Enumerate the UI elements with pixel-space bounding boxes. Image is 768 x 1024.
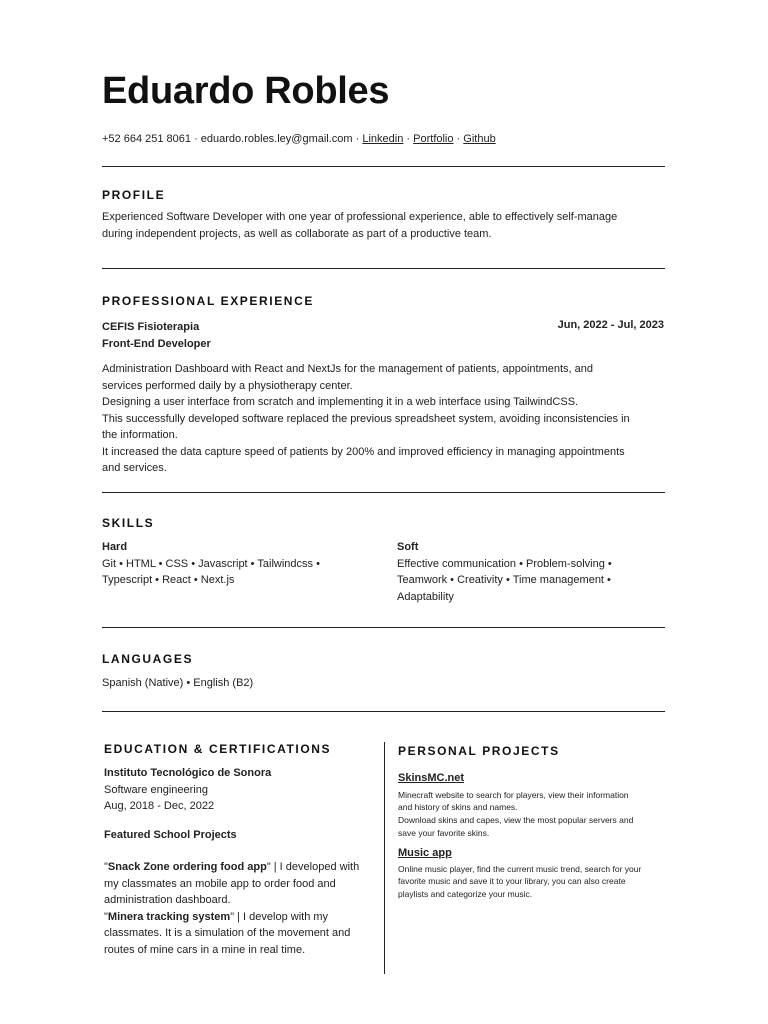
- text-line: classmates. It is a simulation of the movement and: [104, 927, 351, 939]
- divider: [102, 711, 665, 712]
- degree: Software engineering: [104, 783, 208, 796]
- profile-heading: PROFILE: [102, 188, 166, 202]
- profile-text: [102, 209, 672, 242]
- languages-text: Spanish (Native) • English (B2): [102, 677, 254, 689]
- phone-number: +52 664 251 8061: [102, 133, 192, 145]
- github-link[interactable]: Github: [463, 133, 496, 145]
- project-title[interactable]: Music app: [398, 847, 452, 859]
- school-project-name: Minera tracking system: [107, 910, 231, 923]
- text-line: save your favorite skins.: [398, 827, 490, 838]
- linkedin-link[interactable]: Linkedin: [362, 133, 404, 145]
- text-line: It increased the data capture speed of patients by 200% and improved efficiency in managing appointments: [102, 445, 625, 458]
- school-project-line: "Minera tracking system" | I develop with my: [104, 910, 329, 923]
- divider: [102, 166, 665, 167]
- school-project-name: Snack Zone ordering food app: [107, 861, 267, 873]
- text-line: Minecraft website to search for players, view their information: [398, 789, 629, 800]
- education-heading: EDUCATION & CERTIFICATIONS: [104, 742, 332, 756]
- text-line: Administration Dashboard with React and NextJs for the management of patients, appointments, and: [102, 363, 593, 375]
- text-line: This successfully developed software replaced the previous spreadsheet system, avoiding inconsistencies in: [102, 412, 630, 425]
- soft-skills: [397, 539, 667, 605]
- hard-skills: [102, 539, 382, 589]
- experience-heading: PROFESSIONAL EXPERIENCE: [102, 294, 314, 308]
- project-description: [398, 789, 668, 840]
- divider: [102, 492, 665, 493]
- text-line: Typescript • React • Next.js: [102, 574, 235, 586]
- text-line: and history of skins and names.: [398, 802, 518, 813]
- text-line: the information.: [102, 429, 178, 441]
- hard-skills-title: Hard: [102, 541, 128, 553]
- text-line: favorite music and save it to your library, you can also create: [398, 876, 626, 887]
- skills-heading: SKILLS: [102, 516, 155, 530]
- text-line: Git • HTML • CSS • Javascript • Tailwindcss •: [102, 557, 320, 570]
- email-address: eduardo.robles.ley@gmail.com: [200, 133, 353, 145]
- column-divider: [384, 742, 385, 974]
- candidate-name: Eduardo Robles: [102, 70, 390, 112]
- separator: ·: [191, 133, 201, 145]
- text-line: Adaptability: [397, 590, 454, 603]
- job-dates: Jun, 2022 - Jul, 2023: [557, 319, 664, 331]
- text-line: routes of mine cars in a mine in real time.: [104, 943, 306, 956]
- projects-heading: PERSONAL PROJECTS: [398, 744, 560, 758]
- separator: ·: [352, 133, 363, 145]
- text-line: Effective communication • Problem-solving •: [397, 557, 612, 570]
- text-line: services performed daily by a physiotherapy center.: [102, 379, 353, 392]
- experience-description: [102, 361, 672, 477]
- portfolio-link[interactable]: Portfolio: [413, 133, 454, 145]
- divider: [102, 627, 665, 628]
- text-line: and services.: [102, 462, 167, 474]
- project-description: [398, 863, 668, 901]
- project-title[interactable]: SkinsMC.net: [398, 772, 465, 784]
- education-dates: Aug, 2018 - Dec, 2022: [104, 800, 215, 812]
- featured-projects-title: Featured School Projects: [104, 829, 237, 841]
- contact-line: [102, 133, 496, 145]
- separator: ·: [453, 133, 464, 145]
- job-role: Front-End Developer: [102, 338, 211, 350]
- text-line: Experienced Software Developer with one year of professional experience, able to effectively self-manage: [102, 211, 618, 223]
- project-music-app: [398, 845, 668, 901]
- divider: [102, 268, 665, 269]
- separator: ·: [403, 133, 414, 145]
- school-projects: [104, 859, 379, 958]
- text-line: Download skins and capes, view the most popular servers and: [398, 815, 634, 826]
- school-project-line: "Snack Zone ordering food app" | I developed with: [104, 861, 360, 873]
- education-block: [104, 765, 379, 815]
- text-line: Teamwork • Creativity • Time management •: [397, 574, 611, 586]
- soft-skills-title: Soft: [397, 541, 419, 553]
- text-line: my classmates an mobile app to order food and: [104, 877, 336, 890]
- text-line: administration dashboard.: [104, 894, 231, 906]
- company-name: CEFIS Fisioterapia: [102, 321, 200, 333]
- languages-heading: LANGUAGES: [102, 652, 194, 666]
- text-line: Online music player, find the current music trend, search for your: [398, 863, 642, 874]
- text-line: playlists and categorize your music.: [398, 889, 533, 900]
- project-skinsmc: [398, 770, 668, 840]
- text-line: Designing a user interface from scratch and implementing it in a web interface using TailwindCSS.: [102, 396, 579, 408]
- school-name: Instituto Tecnológico de Sonora: [104, 767, 272, 779]
- text-line: during independent projects, as well as collaborate as part of a productive team.: [102, 227, 492, 240]
